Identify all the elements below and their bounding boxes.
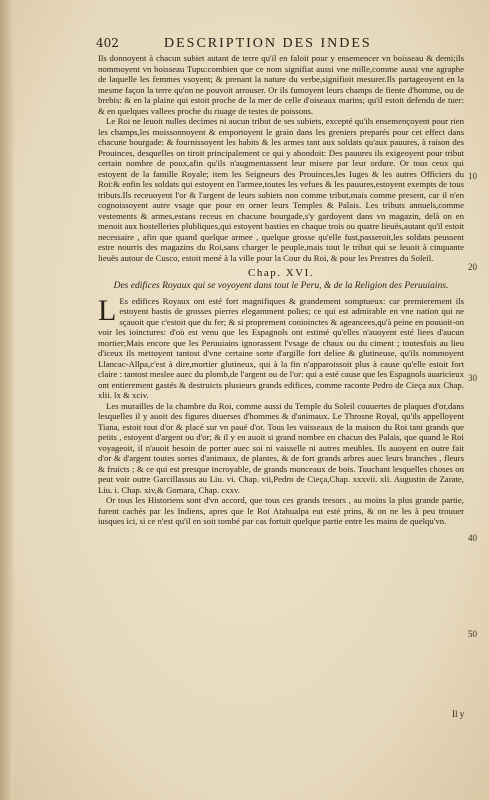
- page-header: [96, 36, 456, 52]
- catchword: Il y: [452, 709, 465, 719]
- paragraph: Ils donnoyent à chacun subiet autant de terre qu'il en faloit pour y ensemencer vn boisseau & demi;ils nommoyent vn boisseau Tupu:combien que ce nom signifiat aussi vne mille,comme aussi vne agraphe de laquelle les femmes vsoyent; & prenant la nature du verbe,signifioit mesurer.Ils partageoyent en la mesme façon la terre qu'on ne pouvoit arrouser. Or ils fumoyent leurs champs de fiente d'homme, ou de brebis: & en la plaine qui estoit proche de la mer de celle d'oiseaux marins; qu'il estoit defendu de tuer: & en quelques vallees proche du riuage de testes de poissons.: [98, 53, 464, 116]
- margin-line-number: 20: [468, 262, 477, 272]
- running-title: DESCRIPTION DES INDES: [164, 36, 372, 51]
- chapter-heading: Chap. XVI.: [247, 267, 315, 279]
- paragraph: Or tous les Historiens sont d'vn accord, que tous ces grands tresors , au moins la plus grande partie, furent cachés par les Indiens, apres que le Roi Atahualpa eut esté prins, & on ne les à peu trouuer iusques ici, si ce n'est qu'il en soit tombé par cas fortuit quelque partie entre les mains de quelqu'vn.: [98, 495, 464, 526]
- margin-line-number: 10: [468, 171, 477, 181]
- paragraph: Les murailles de la chambre du Roi, comme aussi du Temple du Soleil couuertes de plaques d'or,dans lesquelles il y auoit des figures diuerses d'hommes & d'animaux. Le Throsne Royal, qu'ils appelloyent Tiana, estoit tout d'or & placé sur vn paué d'or. Tous les vaisseaux de la maison du Roi tant grands que petits , estoyent d'argent ou d'or; & il y en auoit si grand nombre en chacun des Palais, que quand le Roi voyageoit, il n'auoit besoin de porter auec soi ni vaisselle ni autres meubles. Ils auoyent en outre fait d'or & d'argent toutes sortes d'animaux, de plantes, & de fort grands arbres auec leurs branches , fleurs & fruicts ; & ce qui est presque incroyable, de grands monceaux de bois. Touchant lesquelles choses on peut voir outre Garcillassus au Liu. vi. Chap. vii,Pedro de Cieça,Chap. xxxvii. xli. Augustin de Zarate, Liu. i. Chap. xiv,& Gomara, Chap. cxxv.: [98, 400, 464, 495]
- paragraph-text: Es edifices Royaux ont esté fort magnifiques & grandement somptueux: car premierement ils estoyent bastis de grosses pierres elegamment polies; ce qui est admirable en vne nation qui ne sçauoit que c'estoit que du fer; & si proprement conioinctes & ageancees,qu'à peine en pouuoit-on voir les ioinctures: d'où est venu que les Espagnols ont estimé qu'elles n'auoyent esté liees d'aucun mortier;Mais encore que les Peruuiains ignorassent l'vsage de chaux ou du ciment ; toutesfois au lieu d'iceux ils mettoyent tantost d'vne certaine sorte d'argille fort deliee & glutineuse, qu'ils nommoyent Llancac-Allpa,c'est à dire,mortier glutineux, qui à la fin n'apparoissoit plus à cause qu'elle estoit fort claire : tantost meslee auec du plomb,de l'argent ou de l'or: qui a esté cause que les Espagnols auaricieux ont entierement gastés & destruicts plusieurs grands edifices, comme raconte Pedro de Cieça aux Chap. xlii. lx & xciv.: [98, 295, 464, 400]
- paragraph: Le Roi ne leuoit nulles decimes ni aucun tribut de ses subiets, excepté qu'ils ensemençoyent pour rien les champs,les moissonnoyent & emportoyent le grain dans les greniers preparés pour cet effect dans chacune bourgade: & fournissoyent les habits & les armes tant aux soldats qu'aux pauures, à raison des Prouinces, desquelles on tiroit principalement ce qui y abondoit: Des pauures ils exigeoyent pour tribut certain nombre de poux,afin qu'ils n'augmentassent leur misere par leur ordure. Or tous ceux qui estoyent de la famille Royale; item les Seigneurs des Prouinces,les Iuges & les autres Officiers du Roi:& enfin les soldats qui estoyent en l'armee,toutes les vefues & les pauures,estoyent exempts de tous tributs.Ils receuoyent l'or & l'argent de leurs subiets non comme tribut,mais comme present, car il n'en cognoissoyent autre vsage que pour en orner leurs Temples & Palais. Les tributs annuels,comme vestements & armes,estans receus en chacune bourgade,s'y gardoyent dans vn magazin, delà on en menoit aux hostelleries plubliques,qui estoyent basties en chaque trois ou quatre lieuës,autant qu'il estoit necessaire , afin que quand quelque armee , quelque grosse qu'elle fust,passeroit,les soldats peussent estre nourris des magazins du Roi,sans charger le peuple,mais tout le tribut qui se leuoit à cinquante lieuës autour de Cusco, estoit mené à la ville pour la Cour du Roi, & pour les Prestres du Soleil.: [98, 116, 464, 263]
- chapter-subtitle: Des edifices Royaux qui se voyoyent dans tout le Peru, & de la Religion des Peruuiains.: [113, 280, 449, 291]
- body-text: [98, 53, 464, 527]
- page-number: 402: [96, 36, 119, 50]
- margin-line-number: 30: [468, 373, 477, 383]
- margin-line-number: 50: [468, 629, 477, 639]
- chapter-first-paragraph: [98, 293, 464, 401]
- margin-line-number: 40: [468, 533, 477, 543]
- drop-cap: L: [98, 293, 117, 327]
- page-gutter: [0, 0, 14, 800]
